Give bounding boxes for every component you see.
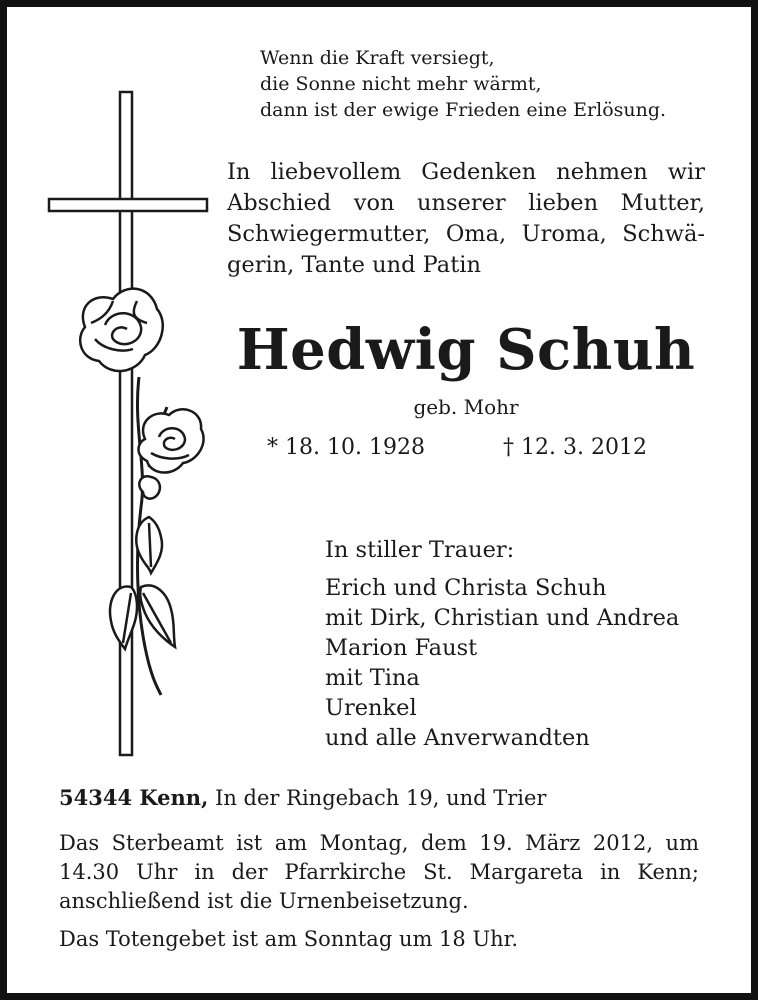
birth-date: * 18. 10. 1928	[267, 435, 425, 460]
address	[59, 785, 546, 810]
mourner-line: mit Dirk, Christian und Andrea	[325, 605, 680, 631]
mourner-line: Erich und Christa Schuh	[325, 575, 607, 601]
service-line: anschließend ist die Urnenbeisetzung.	[59, 889, 469, 913]
mourning-heading: In stiller Trauer:	[325, 537, 515, 563]
service-line: Das Sterbeamt ist am Montag, dem 19. März 2012, um	[59, 831, 699, 855]
service-line: 14.30 Uhr in der Pfarrkirche St. Margareta in Kenn;	[59, 860, 699, 884]
poem-line: Wenn die Kraft versiegt,	[260, 47, 495, 69]
address-place: 54344 Kenn,	[59, 785, 209, 810]
mourner-line: mit Tina	[325, 665, 420, 691]
intro-line: gerin, Tante und Patin	[227, 252, 481, 278]
birth-name: geb. Mohr	[413, 395, 519, 419]
mourner-line: und alle Anverwandten	[325, 725, 590, 751]
intro-paragraph	[227, 157, 705, 281]
cross-with-roses-icon	[37, 87, 217, 777]
mourner-line: Urenkel	[325, 695, 417, 721]
poem-line: dann ist der ewige Frieden eine Erlösung.	[260, 99, 667, 121]
address-street: In der Ringebach 19, und Trier	[215, 786, 547, 810]
deceased-name: Hedwig Schuh	[236, 317, 696, 383]
death-date: † 12. 3. 2012	[503, 435, 647, 460]
poem	[260, 45, 666, 123]
service-info	[59, 829, 699, 916]
poem-line: die Sonne nicht mehr wärmt,	[260, 73, 542, 95]
intro-line: Abschied von unserer lieben Mutter,	[227, 190, 705, 216]
prayer-info: Das Totengebet ist am Sonntag um 18 Uhr.	[59, 927, 519, 951]
mourners-list	[325, 573, 679, 753]
intro-line: In liebevollem Gedenken nehmen wir	[227, 159, 705, 185]
mourner-line: Marion Faust	[325, 635, 478, 661]
intro-line: Schwiegermutter, Oma, Uroma, Schwä-	[227, 221, 705, 247]
